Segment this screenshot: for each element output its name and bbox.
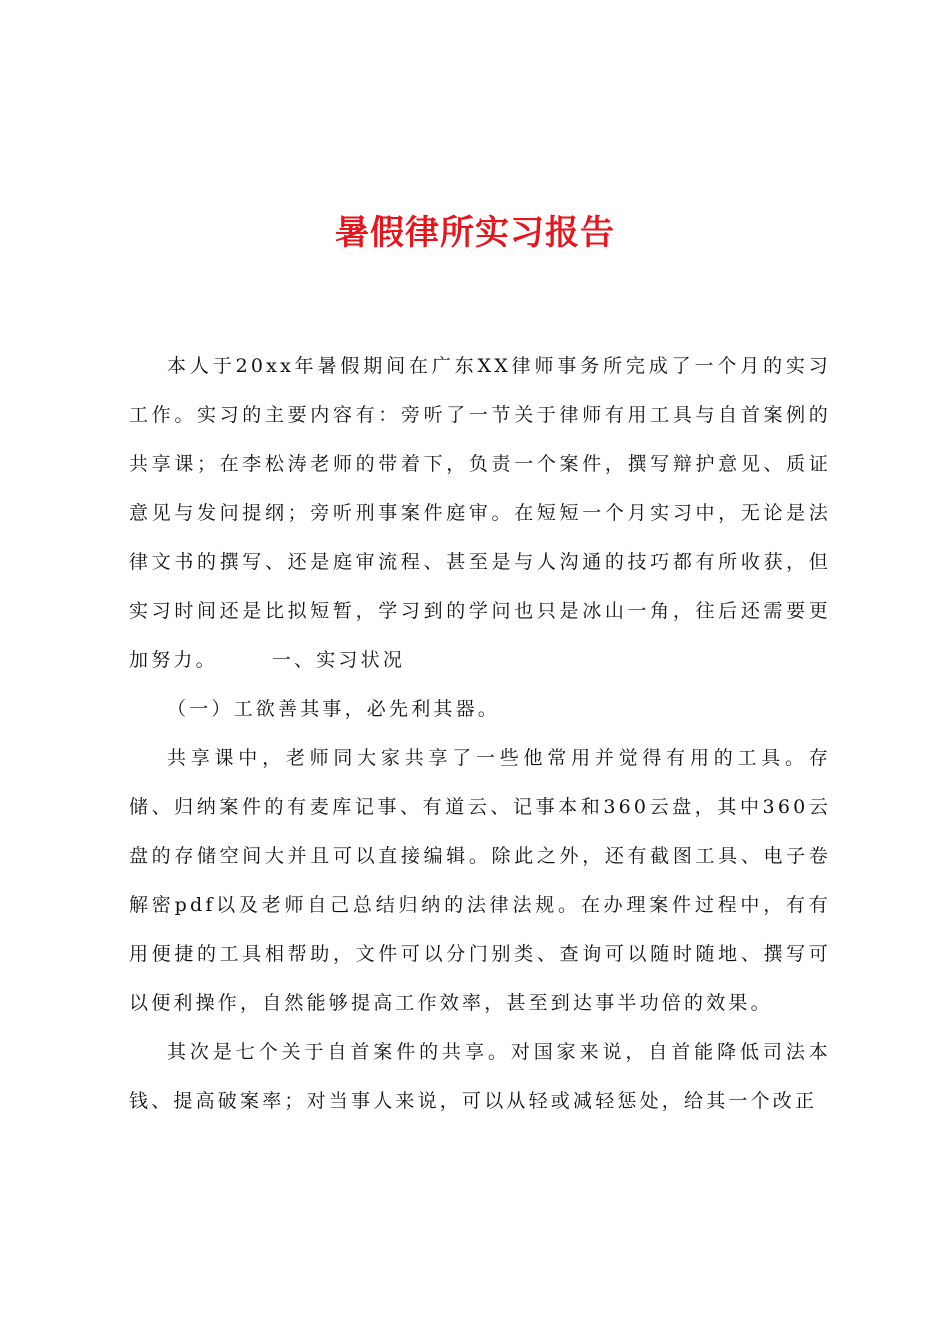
document-body xyxy=(129,342,831,1126)
paragraph-intro xyxy=(129,342,831,685)
paragraph-tools: 共享课中，老师同大家共享了一些他常用并觉得有用的工具。存储、归纳案件的有麦库记事、有道云、记事本和360云盘，其中360云盘的存储空间大并且可以直接编辑。除此之外，还有截图工具、电子卷解密pdf以及老师自己总结归纳的法律法规。在办理案件过程中，有有用便捷的工具相帮助，文件可以分门别类、查询可以随时随地、撰写可以便利操作，自然能够提高工作效率，甚至到达事半功倍的效果。 xyxy=(129,747,831,1014)
document-title: 暑假律所实习报告 xyxy=(335,213,615,253)
section-heading: 一、实习状况 xyxy=(271,649,406,671)
paragraph-intro-text: 本人于20xx年暑假期间在广东XX律师事务所完成了一个月的实习工作。实习的主要内容有：旁听了一节关于律师有用工具与自首案例的共享课；在李松涛老师的带着下，负责一个案件，撰写辩护意见、质证意见与发问提纲；旁听刑事案件庭审。在短短一个月实习中，无论是法律文书的撰写、还是庭审流程、甚至是与人沟通的技巧都有所收获，但实习时间还是比拟短暂，学习到的学问也只是冰山一角，往后还需要更加努力。 xyxy=(129,355,831,671)
subsection-heading: （一）工欲善其事，必先利其器。 xyxy=(167,698,501,720)
paragraph-surrender-cases: 其次是七个关于自首案件的共享。对国家来说，自首能降低司法本钱、提高破案率；对当事人来说，可以从轻或减轻惩处，给其一个改正 xyxy=(129,1041,831,1112)
